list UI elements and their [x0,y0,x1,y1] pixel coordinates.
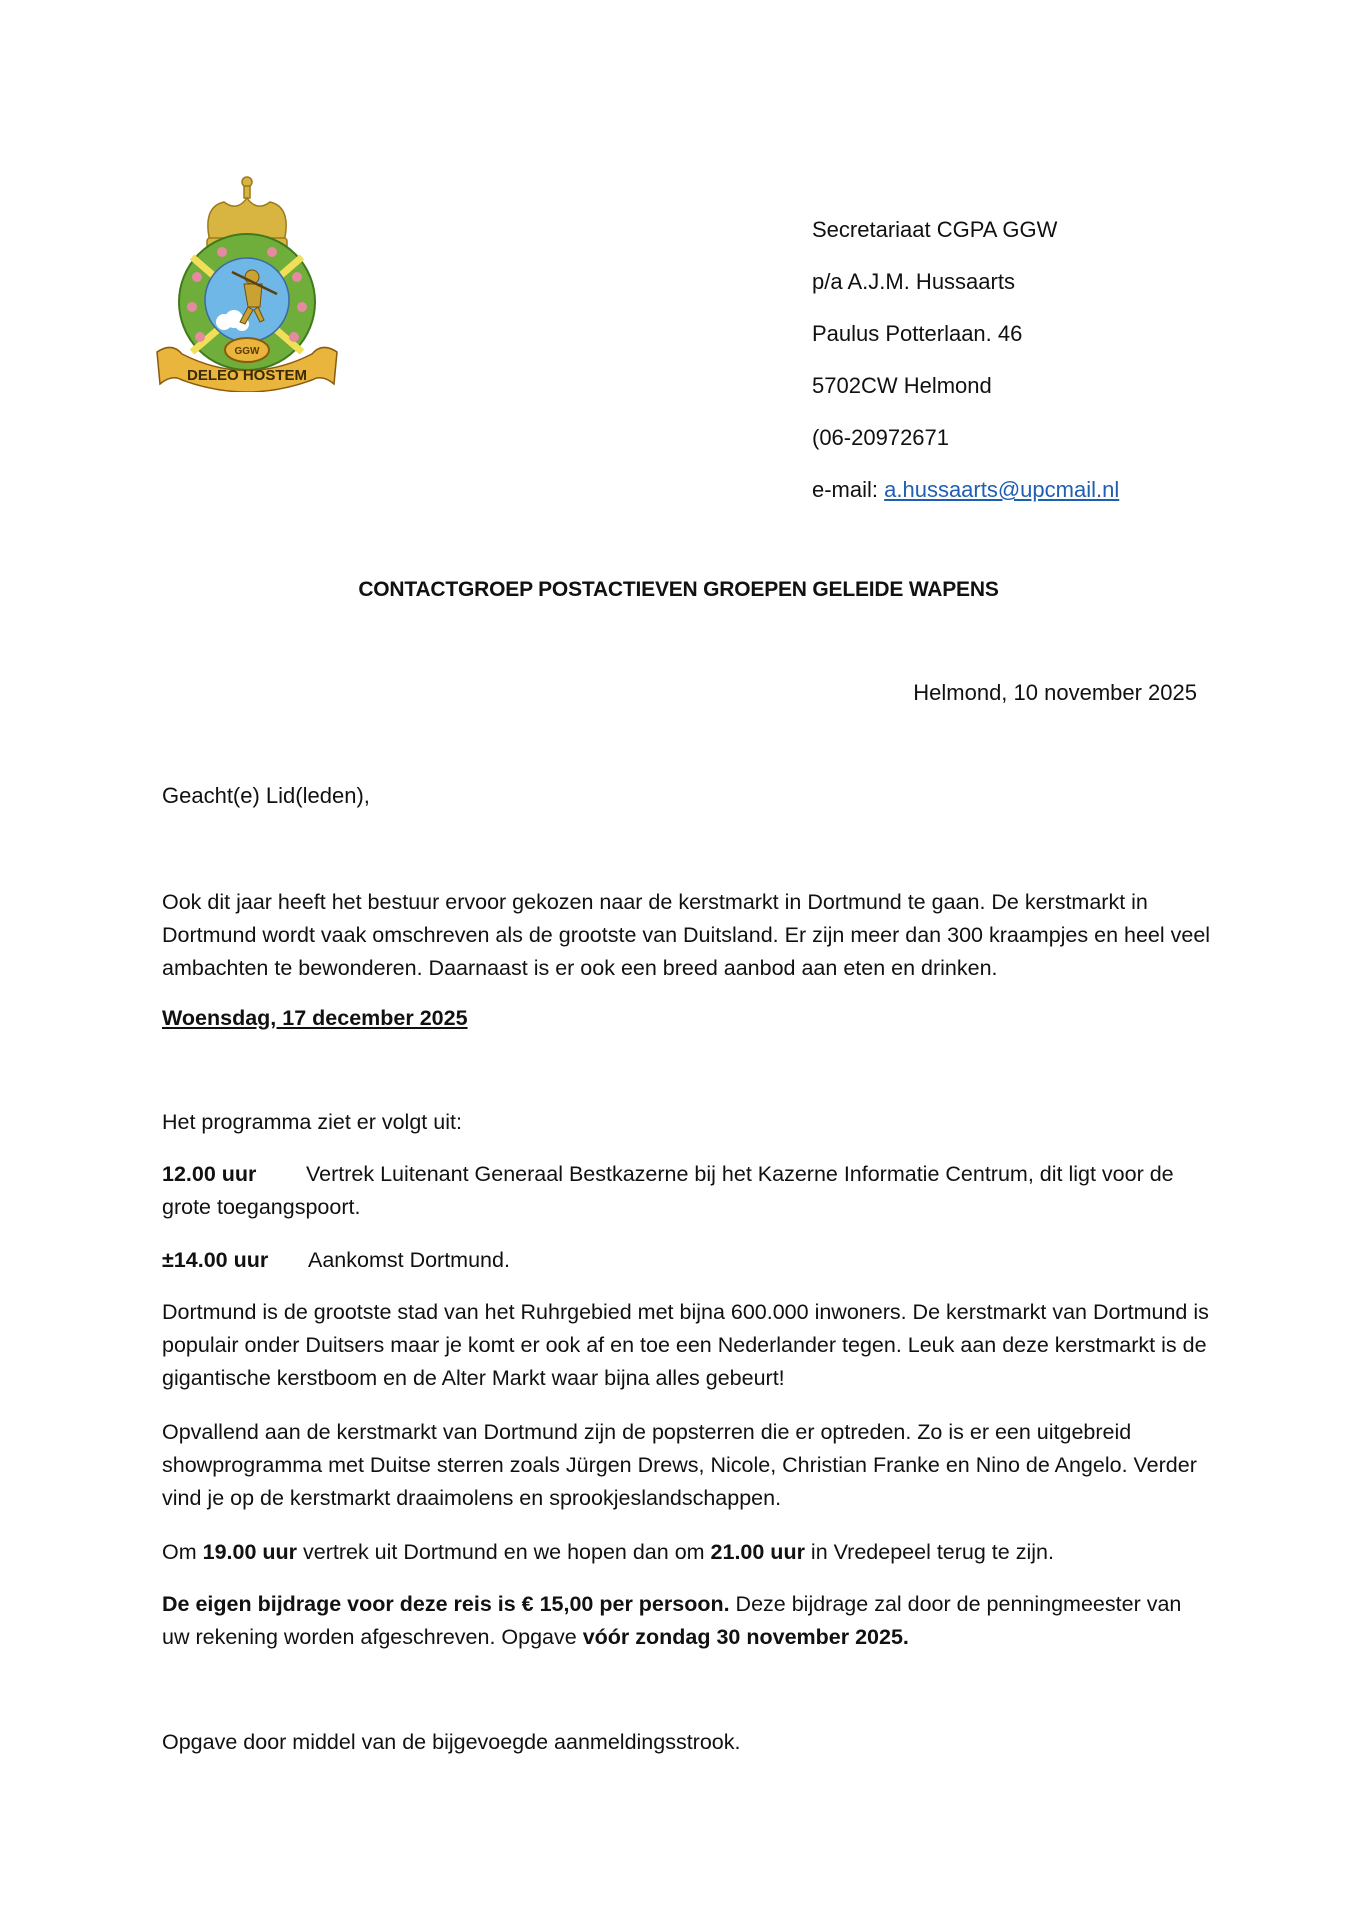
greeting: Geacht(e) Lid(leden), [162,783,370,808]
return-text: in Vredepeel terug te zijn. [804,1540,1054,1564]
program-text: Aankomst Dortmund. [308,1248,510,1272]
intro-paragraph: Ook dit jaar heeft het bestuur ervoor gekozen naar de kerstmarkt in Dortmund te gaan. De kerstmarkt in Dortmund wordt vaak omschreven als de grootste van Duitsland. Er zijn meer dan 300 kraampjes en heel veel ambachten te bewonderen. Daarnaast is er ook een breed aanbod aan eten en drinken. [162,890,1211,980]
depart-time: 19.00 uur [202,1540,298,1564]
closing-line: Opgave door middel van de bijgevoegde aanmeldingsstrook. [162,1730,741,1754]
event-date: Woensdag, 17 december 2025 [162,1006,468,1030]
registration-deadline: vóór zondag 30 november 2025. [582,1625,909,1649]
address-line: 5702CW Helmond [812,373,992,398]
email-link[interactable]: a.hussaarts@upcmail.nl [884,477,1120,502]
email-label: e-mail: [812,477,885,502]
address-line: Secretariaat CGPA GGW [812,217,1058,242]
date-line: Helmond, 10 november 2025 [913,680,1197,705]
program-text: Vertrek Luitenant Generaal Bestkazerne bij het Kazerne Informatie Centrum, dit ligt voor de grote toegangspoort. [162,1162,1174,1219]
address-line: Paulus Potterlaan. 46 [812,321,1023,346]
crest-icon [152,172,342,392]
sender-address [812,214,1119,526]
crest-logo [152,172,342,392]
return-text: vertrek uit Dortmund en we hopen dan om [297,1540,711,1564]
dortmund-paragraph: Dortmund is de grootste stad van het Ruhrgebied met bijna 600.000 inwoners. De kerstmarkt van Dortmund is populair onder Duitsers maar je komt er ook af en toe een Nederlander tegen. Leuk aan deze kerstmarkt is de gigantische kerstboom en de Alter Markt waar bijna alles gebeurt! [162,1300,1209,1390]
svg-text:GGW: GGW [234,346,260,357]
cost-paragraph [162,1588,1212,1654]
program-time: 12.00 uur [162,1162,257,1186]
program-intro: Het programma ziet er volgt uit: [162,1110,462,1134]
program-item [162,1244,1212,1277]
email-line [812,474,1119,526]
phone-line: (06-20972671 [812,425,950,450]
arrive-time: 21.00 uur [710,1540,805,1564]
return-text: Om [162,1540,203,1564]
program-item [162,1158,1212,1224]
address-line: p/a A.J.M. Hussaarts [812,269,1015,294]
cost-amount: De eigen bijdrage voor deze reis is € 15,00 per persoon. [162,1592,730,1616]
svg-text:DELEO HOSTEM: DELEO HOSTEM [186,367,308,384]
return-paragraph [162,1536,1212,1569]
cost-text: Deze bijdrage zal door de penningmeester van uw rekening worden afgeschreven. Opgave [162,1592,1182,1649]
popstars-paragraph: Opvallend aan de kerstmarkt van Dortmund zijn de popsterren die er optreden. Zo is er een uitgebreid showprogramma met Duitse sterren zoals Jürgen Drews, Nicole, Christian Franke en Nino de Angelo. Verder vind je op de kerstmarkt draaimolens en sprookjeslandschappen. [162,1420,1197,1510]
program-time: ±14.00 uur [162,1248,269,1272]
document-title: CONTACTGROEP POSTACTIEVEN GROEPEN GELEIDE WAPENS [358,578,999,601]
